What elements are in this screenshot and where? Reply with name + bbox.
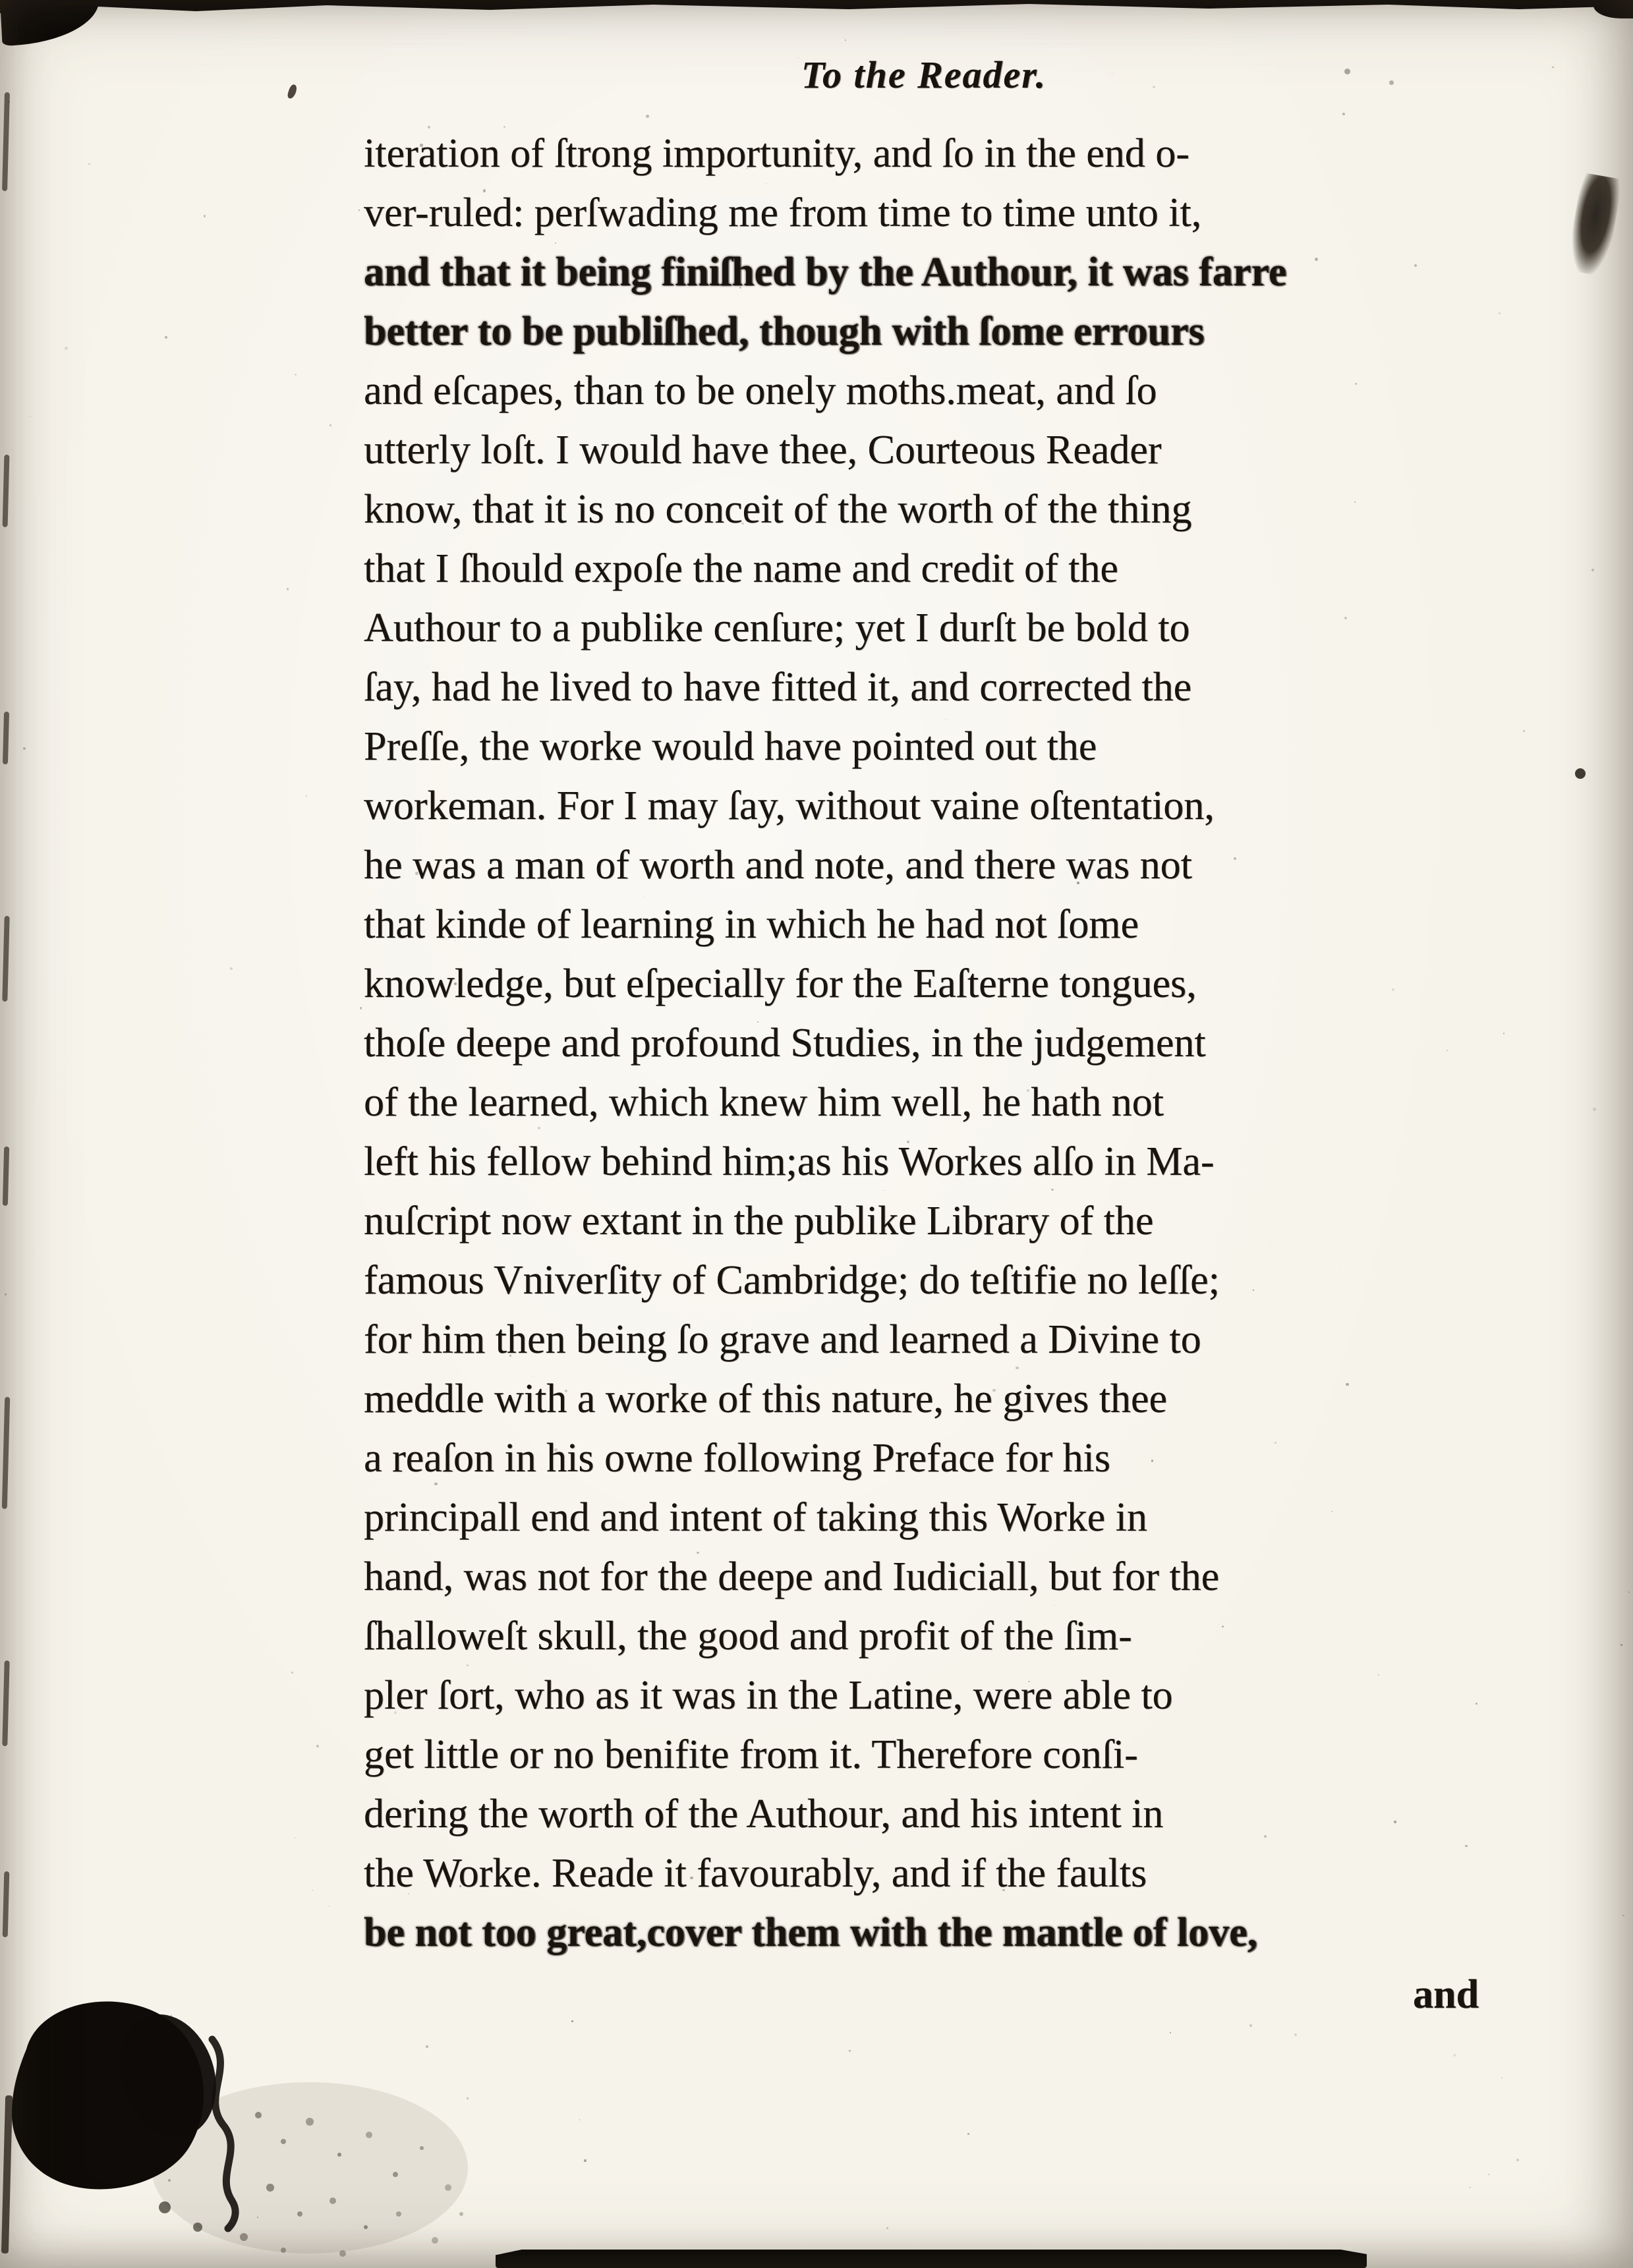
text-line: know, that it is no conceit of the worth of the thing [364,487,1192,532]
paper-speck [584,2159,587,2162]
paper-speck [168,2179,171,2182]
paper-speck [1622,1915,1624,1916]
text-line: be not too great,cover them with the mantle of love, [364,1910,1258,1955]
paper-speck [1378,1674,1379,1676]
text-line: left his fellow behind him;as his Workes alſo in Ma- [364,1139,1215,1184]
paper-speck [230,967,233,970]
paper-speck [257,2217,258,2218]
text-line: for him then being ſo grave and learned a Divine to [364,1317,1201,1362]
text-line: knowledge, but eſpecially for the Eaſterne tongues, [364,961,1197,1006]
paper-speck [1051,1189,1053,1191]
paper-speck [741,523,743,524]
left-margin-mark [2,1660,9,1746]
paper-speck [165,336,168,339]
left-margin-mark [2,92,10,191]
paper-speck [992,1389,995,1392]
paper-speck [88,163,90,165]
paper-speck [1604,408,1605,409]
paper-speck [1002,1889,1005,1892]
text-line: iteration of ſtrong importunity, and ſo in the end o- [364,131,1189,176]
paper-speck [1501,2078,1503,2079]
paper-speck [1465,1845,1467,1847]
paper-speck [1264,1835,1267,1838]
paper-speck [830,152,832,154]
text-line: principall end and intent of taking this Worke in [364,1495,1147,1540]
right-margin-dot [1575,768,1586,779]
paper-speck [360,1007,362,1009]
paper-speck [1523,730,1525,732]
text-line: and that it being finiſhed by the Authour, it was farre [364,250,1287,295]
text-line: ver-ruled: perſwading me from time to time unto it, [364,190,1202,235]
paper-speck [1489,2174,1490,2175]
text-line: get little or no benifite from it. Therefore conſi- [364,1732,1138,1777]
text-line: a reaſon in his owne following Preface for his [364,1436,1110,1481]
paper-speck [697,1552,699,1554]
paper-speck [503,126,505,128]
paper-speck [747,152,748,153]
paper-speck [1593,1108,1596,1111]
paper-speck [747,167,748,169]
paper-speck [426,2045,428,2048]
text-line: thoſe deepe and profound Studies, in the judgement [364,1021,1206,1065]
paper-speck [1499,312,1501,314]
paper-speck [646,115,649,118]
paper-speck [459,1885,461,1887]
paper-speck [295,374,297,376]
text-line: famous Vniverſity of Cambridge; do teſtifie no leſſe; [364,1258,1220,1303]
paper-speck [467,1664,468,1666]
paper-speck [1503,1033,1505,1035]
left-margin-mark [3,712,9,764]
paper-speck [1342,113,1345,115]
paper-speck [849,2050,851,2052]
text-line: that kinde of learning in which he had not ſome [364,902,1139,947]
top-left-corner-blot [0,0,101,46]
paper-speck [8,101,10,103]
running-head: To the Reader. [801,53,1047,96]
paper-speck [886,2227,888,2228]
paper-speck [1028,1681,1029,1682]
paper-speck [1591,569,1593,571]
paper-speck [1028,931,1029,932]
paper-speck [316,1745,319,1747]
text-line: that I ſhould expoſe the name and credit of the [364,546,1118,591]
paper-speck [467,2097,469,2099]
speck-mark [1344,69,1350,74]
paper-speck [1346,1383,1349,1386]
paper-speck [5,1293,7,1295]
text-line: nuſcript now extant in the publike Library of the [364,1199,1154,1243]
paper-speck [555,242,556,244]
paper-speck [509,1355,511,1357]
text-line: hand, was not for the deepe and Iudiciall, but for the [364,1554,1220,1599]
paper-speck [1294,2033,1297,2036]
text-line: better to be publiſhed, though with ſome errours [364,309,1205,354]
paper-speck [1275,1442,1276,1444]
left-margin-mark [2,916,9,1002]
ink-blot [0,1977,501,2268]
text-line: pler ſort, who as it was in the Latine, were able to [364,1673,1173,1718]
speck-mark [1389,80,1394,85]
bottom-scan-bar [496,2250,1367,2268]
paper-speck [1253,1290,1254,1291]
text-line: dering the worth of the Authour, and his intent in [364,1792,1164,1836]
paper-speck [420,144,423,147]
paper-speck [773,577,776,580]
paper-speck [1516,2159,1520,2162]
paper-speck [1016,1367,1018,1369]
paper-speck [291,1672,293,1674]
paper-speck [1170,2032,1171,2033]
text-line: ſay, had he lived to have fitted it, and corrected the [364,665,1192,710]
right-margin-smudge [1565,173,1622,277]
paper-speck [1628,1591,1630,1593]
text-line: of the learned, which knew him well, he hath not [364,1080,1164,1125]
paper-speck [23,747,26,751]
paper-speck [948,1579,950,1581]
paper-speck [1315,258,1318,261]
paper-speck [1354,501,1356,503]
paper-speck [1392,988,1394,991]
stray-ink-mark [287,84,298,99]
text-line: workeman. For I may ſay, without vaine oſtentation, [364,783,1215,828]
paper-speck [579,2119,580,2120]
left-margin-mark [3,455,10,527]
left-margin-mark [3,1871,10,1937]
paper-speck [1249,2024,1252,2027]
top-right-corner-blot [1593,0,1633,18]
paper-speck [1355,383,1357,385]
text-line: meddle with a worke of this nature, he gives thee [364,1376,1167,1421]
paper-speck [769,1927,772,1929]
paper-speck [358,210,360,211]
paper-speck [1014,1173,1016,1175]
paper-speck [430,1533,431,1535]
text-line: the Worke. Reade it favourably, and if the faults [364,1851,1147,1896]
paper-speck [454,982,457,985]
paper-speck [967,2133,969,2134]
text-line: utterly loſt. I would have thee, Courteous Reader [364,428,1162,472]
paper-speck [689,161,691,162]
paper-speck [30,416,31,417]
paper-speck [483,189,486,192]
paper-speck [739,287,741,288]
text-line: and eſcapes, than to be onely moths.meat, and ſo [364,368,1157,413]
paper-speck [851,340,853,343]
paper-speck [204,215,206,217]
text-line: Authour to a publike cenſure; yet I durſt be bold to [364,606,1190,650]
text-line: ſhalloweſt skull, the good and profit of the ſim- [364,1614,1132,1658]
paper-speck [306,795,307,797]
paper-speck [287,588,289,590]
paper-speck [394,1711,397,1714]
paper-speck [538,1127,540,1129]
paper-speck [1454,2054,1456,2056]
paper-speck [1525,403,1526,405]
text-line: he was a man of worth and note, and there was not [364,843,1192,888]
top-scan-edge [0,0,1633,13]
left-margin-mark [2,1397,10,1509]
text-block [364,124,1484,1962]
text-line: Preſſe, the worke would have pointed out the [364,724,1097,769]
paper-speck [1552,67,1554,69]
left-margin-mark [3,1147,9,1206]
paper-speck [1127,1330,1129,1332]
paper-speck [434,1483,438,1486]
paper-speck [408,1893,409,1894]
paper-speck [329,424,331,426]
paper-speck [973,221,975,223]
paper-speck [1620,1644,1622,1646]
paper-speck [65,347,68,350]
paper-speck [845,40,846,41]
catchword: and [1413,1972,1479,2017]
paper-speck [554,1448,558,1452]
paper-speck [1153,86,1155,88]
